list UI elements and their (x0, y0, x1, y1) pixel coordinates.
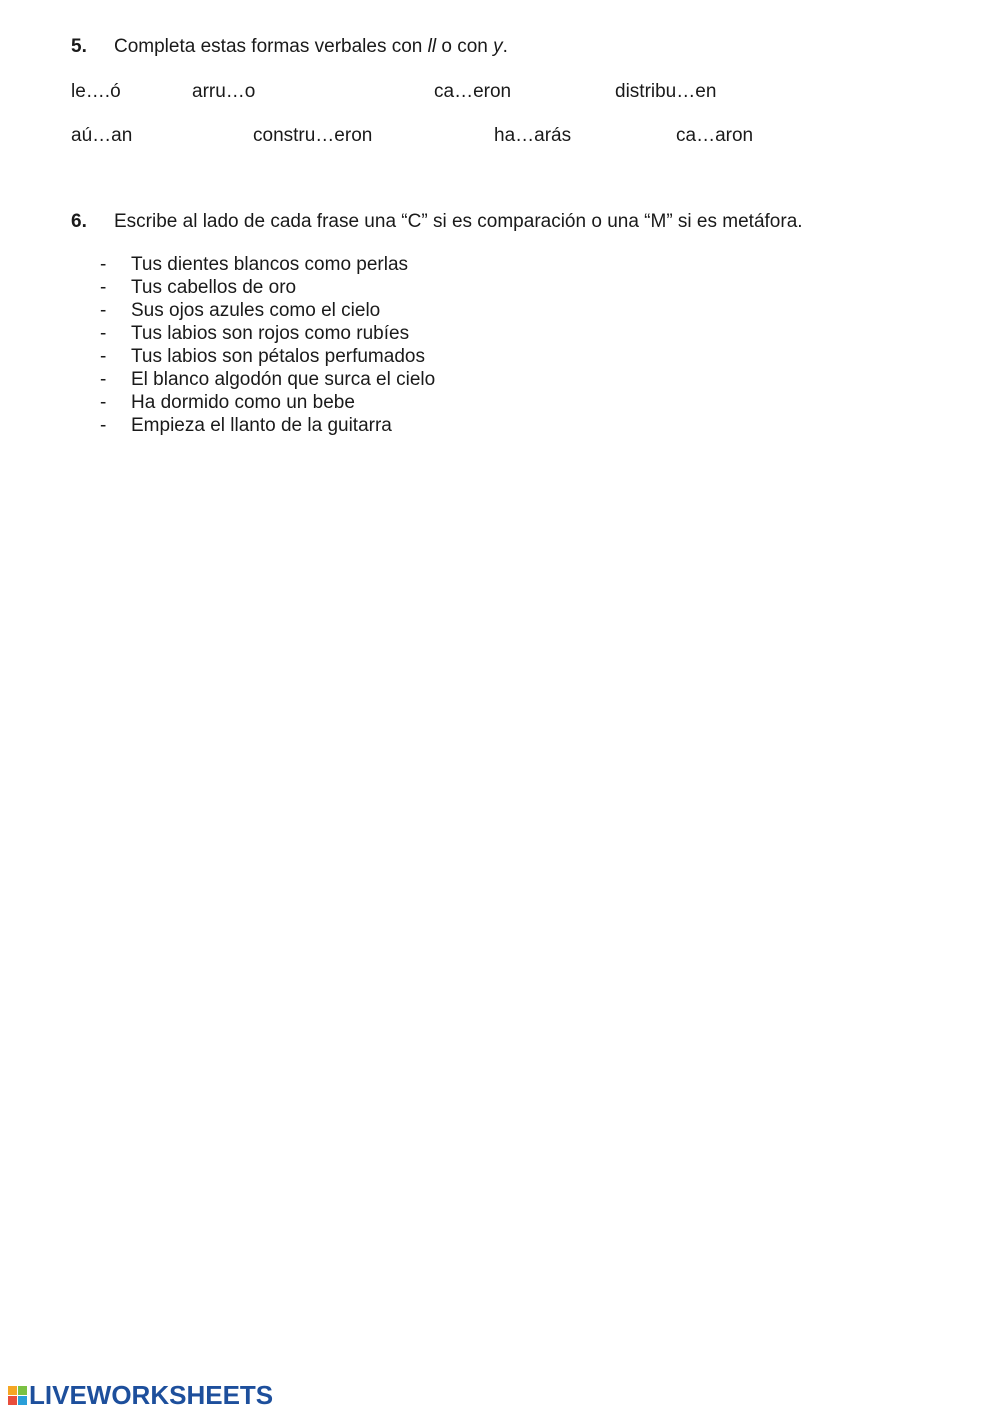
phrase-text: Tus labios son rojos como rubíes (131, 323, 410, 344)
dash: - (100, 277, 107, 298)
phrase-text: Empieza el llanto de la guitarra (131, 415, 392, 436)
logo-text: LIVEWORKSHEETS (29, 1379, 274, 1410)
question-5-number: 5. (71, 36, 87, 57)
question-5-heading (71, 36, 508, 58)
question-6-heading (71, 211, 803, 233)
phrase-text: Tus dientes blancos como perlas (131, 254, 409, 275)
liveworksheets-logo[interactable] (8, 1380, 273, 1410)
verb-form-aullan: aú…an (71, 125, 133, 146)
list-item (100, 322, 435, 345)
verb-form-construyeron: constru…eron (253, 125, 373, 146)
dash: - (100, 415, 107, 436)
logo-blocks-icon (8, 1386, 27, 1405)
verb-form-hallaras: ha…arás (494, 125, 572, 146)
list-item (100, 253, 435, 276)
list-item (100, 276, 435, 299)
question-5-ll: ll (427, 36, 437, 57)
logo-block (8, 1386, 17, 1395)
phrase-text: Tus cabellos de oro (131, 277, 297, 298)
question-6-text: Escribe al lado de cada frase una “C” si es comparación o una “M” si es metáfora. (114, 211, 803, 232)
phrase-text: El blanco algodón que surca el cielo (131, 369, 436, 390)
list-item (100, 345, 435, 368)
dash: - (100, 392, 107, 413)
phrase-text: Ha dormido como un bebe (131, 392, 355, 413)
verb-form-distribuyen: distribu…en (615, 81, 717, 102)
logo-block (18, 1386, 27, 1395)
verb-form-arrullo: arru…o (192, 81, 256, 102)
logo-block (18, 1396, 27, 1405)
dash: - (100, 369, 107, 390)
list-item (100, 391, 435, 414)
dash: - (100, 346, 107, 367)
verb-form-leyo: le….ó (71, 81, 121, 102)
verb-form-cayeron: ca…eron (434, 81, 512, 102)
phrase-list (100, 253, 435, 437)
question-5-text-middle: o con (436, 36, 494, 57)
question-5-text-before: Completa estas formas verbales con (114, 36, 428, 57)
list-item (100, 368, 435, 391)
dash: - (100, 323, 107, 344)
phrase-text: Sus ojos azules como el cielo (131, 300, 381, 321)
logo-block (8, 1396, 17, 1405)
question-5-text-after: . (502, 36, 508, 57)
dash: - (100, 300, 107, 321)
question-6-number: 6. (71, 211, 87, 232)
phrase-text: Tus labios son pétalos perfumados (131, 346, 425, 367)
list-item (100, 299, 435, 322)
list-item (100, 414, 435, 437)
verb-form-callaron: ca…aron (676, 125, 754, 146)
question-5-y: y (493, 36, 503, 57)
dash: - (100, 254, 107, 275)
